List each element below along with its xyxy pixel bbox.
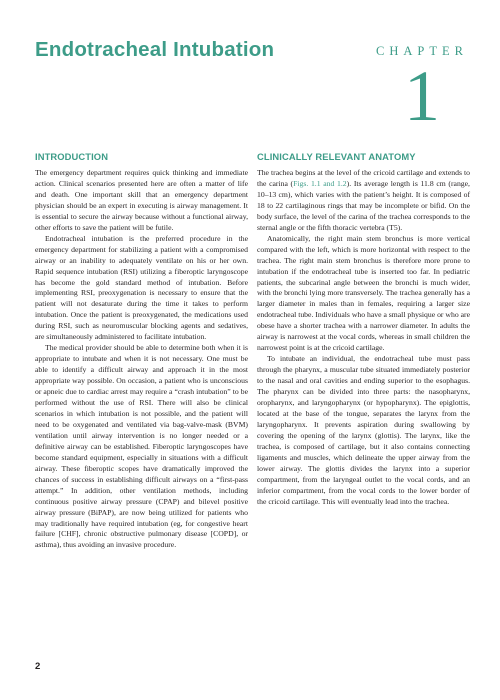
left-column (35, 151, 248, 551)
paragraph: Anatomically, the right main stem bronchus is more vertical compared with the left, which is more horizontal with respect to the trachea. The right main stem bronchus is therefore more prone to intubation if the endotracheal tube is inserted too far. In pediatric patients, the subcarinal angle between the bronchi is much wider, with the bronchi lying more transversely. The trachea generally has a larger diameter in males than in females, requiring a larger size endotracheal tube. Individuals who have a small physique or who are obese have a shorter trachea with a narrower diameter. In adults the airway is narrowest at the vocal cords, whereas in small children the narrowest point is at the cricoid cartilage. (257, 233, 470, 353)
paragraph: The medical provider should be able to determine both when it is appropriate to intubate and when it is not necessary. One must be able to identify a difficult airway and approach it in the most appropriate way possible. On occasion, a patient who is unconscious or apneic due to cardiac arrest may require a “crash intubation” to be performed without the use of RSI. There will also be clinical scenarios in which intubation is not possible, and the patient will need to be oxygenated and ventilated via bag-valve-mask (BVM) ventilation until airway intervention is no longer needed or a definitive airway can be established. Fiberoptic laryngoscopes have become standard equipment, especially in situations with a difficult airway. These fiberoptic scopes have dramatically improved the chances of success in establishing difficult airways on a “first-pass attempt.” In addition, other ventilation methods, including continuous positive airway pressure (CPAP) and bilevel positive airway pressure (BiPAP), are now being utilized for patients who may traditionally have required intubation (eg, for congestive heart failure [CHF], chronic obstructive pulmonary disease [COPD], or asthma), thus avoiding an invasive procedure. (35, 343, 248, 550)
section-heading-anatomy: CLINICALLY RELEVANT ANATOMY (257, 151, 416, 162)
right-column (257, 151, 470, 508)
paragraph: To intubate an individual, the endotracheal tube must pass through the pharynx, a muscular tube situated immediately posterior to the nasal and oral cavities and ending superior to the esophagus. The pharynx can be divided into three parts: the nasopharynx, oropharynx, and laryngopharynx (or hypopharynx). The epiglottis, located at the base of the tongue, separates the larynx from the laryngopharynx. It prevents aspiration during swallowing by covering the opening of the larynx (glottis). The larynx, like the trachea, is composed of cartilage, but it also contains connecting ligaments and muscles, which delineate the upper airway from the lower airway. The glottis divides the larynx into a superior compartment, from the laryngeal outlet to the vocal cords, and an inferior compartment, from the vocal cords to the lower border of the cricoid cartilage. This will eventually lead into the trachea. (257, 354, 470, 506)
paragraph-text: The trachea begins at the level of the cricoid cartilage and extends to the carina ( (257, 168, 470, 188)
chapter-label: CHAPTER (376, 44, 468, 58)
paragraph (257, 168, 470, 234)
figure-reference-link[interactable]: Figs. 1.1 and 1.2 (293, 178, 347, 188)
page-number: 2 (35, 661, 41, 672)
paragraph: Endotracheal intubation is the preferred procedure in the emergency department for stabilizing a patient with a compromised airway or an inability to adequately ventilate on his or her own. Rapid sequence intubation (RSI) utilizing a fiberoptic laryngoscope has become the gold standard method of intubation. Before implementing RSI, preoxygenation is necessary to ensure that the patient will not desaturate during the time it takes to perform intubation. Once the patient is preoxygenated, the medications used during RSI, such as neuromuscular blocking agents and sedatives, are simultaneously administered to facilitate intubation. (35, 233, 248, 342)
section-heading-introduction: INTRODUCTION (35, 151, 109, 162)
paragraph-text: ). Its average length is 11.8 cm (range, 10–13 cm), which varies with the patient’s height. It is composed of 18 to 22 cartilaginous rings that may be incomplete or bifid. On the body surface, the level of the carina of the trachea corresponds to the sternal angle or the fifth thoracic vertebra (T5). (257, 178, 470, 232)
chapter-number: 1 (404, 56, 440, 136)
paragraph: The emergency department requires quick thinking and immediate action. Clinical scenarios presented here are often a matter of life and death. One important skill that an emergency department physician should be an expert in executing is airway management. It is essential to secure the airway because without a functional airway, other efforts to save the patient will be futile. (35, 168, 248, 232)
chapter-title: Endotracheal Intubation (35, 38, 275, 61)
